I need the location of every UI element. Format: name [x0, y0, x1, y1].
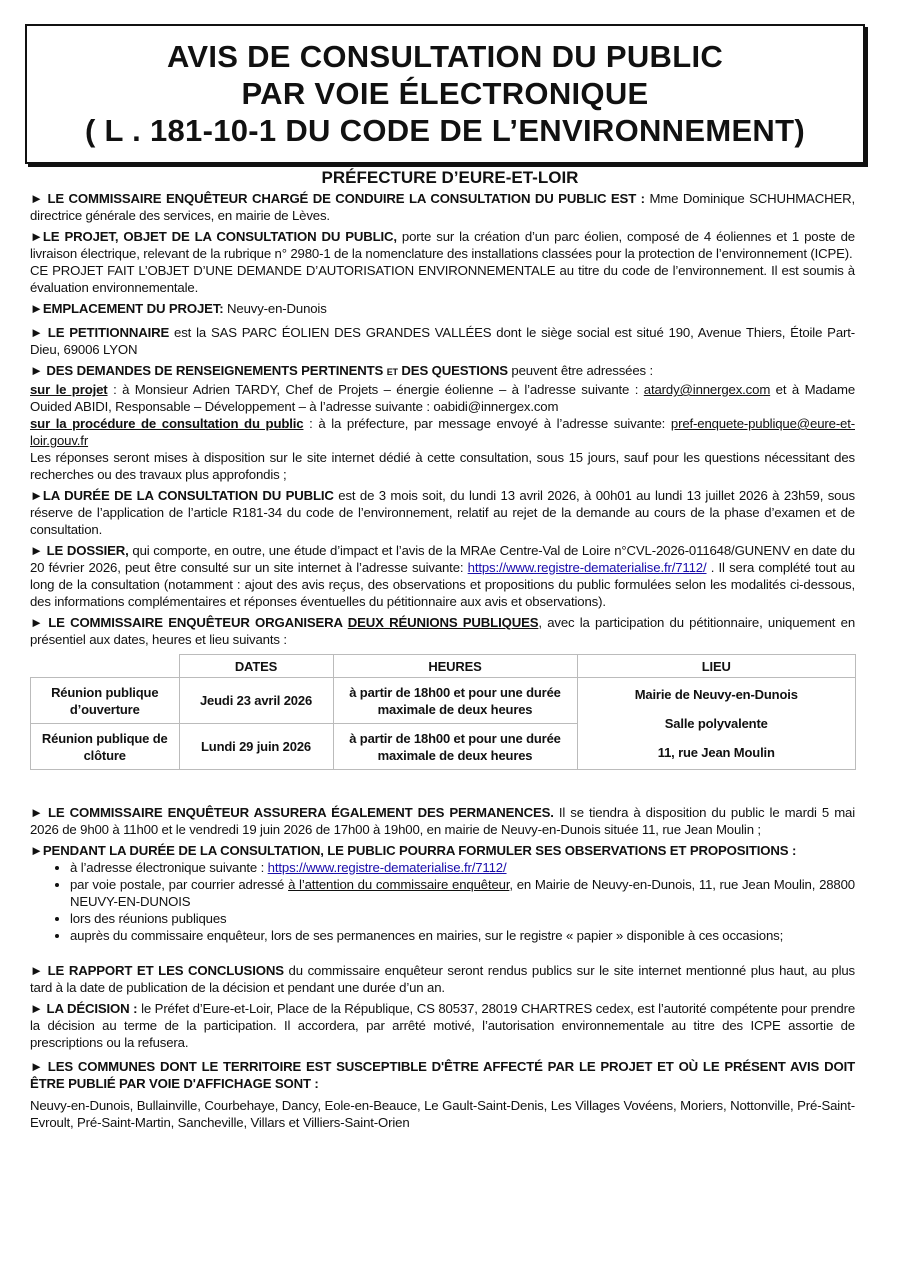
observations-list	[30, 859, 855, 944]
section-heading: ►EMPLACEMENT DU PROJET:	[30, 301, 224, 316]
section-petitionnaire	[30, 324, 855, 358]
section-heading: DES QUESTIONS	[401, 363, 508, 378]
section-text: Mme Dominique SCHUHMACHER, directrice générale des services, en mairie de Lèves.	[30, 191, 855, 223]
heading-conjunction: ET	[386, 367, 398, 377]
reunion-date: Lundi 29 juin 2026	[179, 724, 333, 770]
contact-procedure	[30, 415, 855, 449]
section-commissaire	[30, 190, 855, 224]
section-text: qui comporte, en outre, une étude d’impact et l’avis de la MRAe Centre-Val de Loire n°CVL-2026-011648/GUNENV en date du 20 février 2026, peut être consulté sur un site internet à l’adresse suivante:	[30, 543, 855, 575]
table-header-row	[31, 655, 856, 678]
contact-label: sur le projet	[30, 382, 108, 397]
section-duree	[30, 487, 855, 538]
list-item: • lors des réunions publiques	[70, 910, 855, 927]
lieu-line: Mairie de Neuvy-en-Dunois	[634, 687, 798, 702]
reunion-label: Réunion publique de clôture	[31, 724, 180, 770]
section-rapport	[30, 962, 855, 996]
section-text: est de 3 mois soit, du lundi 13 avril 2026, à 00h01 au lundi 13 juillet 2026 à 23h59, sous réserve de l’application de l’article R181-34 du code de l’environnement, relatif au rejet de la demande au cours de la phase d’examen et de consultation.	[30, 488, 855, 537]
title-box	[25, 24, 865, 164]
section-text: du commissaire enquêteur seront rendus publics sur le site internet mentionné plus haut, au plus tard à la date de publication de la décision et pendant une durée d’un an.	[30, 963, 855, 995]
table-header: DATES	[179, 655, 333, 678]
section-heading: ►PENDANT LA DURÉE DE LA CONSULTATION, LE PUBLIC POURRA FORMULER SES OBSERVATIONS ET PROPOSITIONS :	[30, 843, 797, 858]
section-observations	[30, 842, 855, 859]
section-heading: ► LE COMMISSAIRE ENQUÊTEUR CHARGÉ DE CONDUIRE LA CONSULTATION DU PUBLIC EST :	[30, 191, 645, 206]
section-heading: ► LES COMMUNES DONT LE TERRITOIRE EST SUSCEPTIBLE D'ÊTRE AFFECTÉ PAR LE PROJET ET OÙ LE PRÉSENT AVIS DOIT ÊTRE PUBLIÉ PAR VOIE D'AFFICHAGE SONT :	[30, 1059, 855, 1091]
contact-text: : à la préfecture, par message envoyé à l’adresse suivante:	[303, 416, 671, 431]
section-text: peuvent être adressées :	[507, 363, 653, 378]
section-autorisation: CE PROJET FAIT L’OBJET D’UNE DEMANDE D’AUTORISATION ENVIRONNEMENTALE au titre du code de l’environnement. Il est soumis à évaluation environnementale.	[30, 263, 855, 295]
title-line-2: PAR VOIE ÉLECTRONIQUE	[241, 76, 649, 111]
reunion-heure: à partir de 18h00 et pour une durée maximale de deux heures	[333, 678, 577, 724]
section-emplacement	[30, 300, 855, 317]
section-decision	[30, 1000, 855, 1051]
reunion-heure: à partir de 18h00 et pour une durée maximale de deux heures	[333, 724, 577, 770]
prefecture-heading: PRÉFECTURE D’EURE-ET-LOIR	[321, 168, 579, 187]
contact-text: : à Monsieur Adrien TARDY, Chef de Projets – énergie éolienne – à l’adresse suivante :	[107, 382, 644, 397]
list-item	[70, 876, 855, 910]
contact-label: sur la procédure de consultation du public	[30, 416, 304, 431]
reunions-table	[30, 654, 856, 770]
section-heading: ► LE COMMISSAIRE ENQUÊTEUR ORGANISERA	[30, 615, 348, 630]
title-line-3: ( L . 181-10-1 DU CODE DE L’ENVIRONNEMENT)	[85, 113, 805, 148]
section-text: , avec la participation du pétitionnaire, uniquement en présentiel aux dates, heures et lieu suivants :	[30, 615, 856, 647]
reponses-text: Les réponses seront mises à disposition sur le site internet dédié à cette consultation, sous 15 jours, sauf pour les questions nécessitant des recherches ou des travaux plus approfondis ;	[30, 450, 855, 482]
lieu-line: Salle polyvalente	[664, 716, 768, 731]
item-text: , en Mairie de Neuvy-en-Dunois, 11, rue Jean Moulin, 28800 NEUVY-EN-DUNOIS	[70, 877, 855, 909]
section-heading: ► LA DÉCISION :	[30, 1001, 138, 1016]
contact-projet	[30, 381, 855, 415]
table-header-empty	[31, 655, 180, 678]
section-heading: ► LE COMMISSAIRE ENQUÊTEUR ASSURERA ÉGALEMENT DES PERMANENCES.	[30, 805, 554, 820]
title-line-1: AVIS DE CONSULTATION DU PUBLIC	[166, 39, 724, 74]
registre-link[interactable]: https://www.registre-dematerialise.fr/7112/	[467, 560, 707, 575]
item-text-underlined: à l’attention du commissaire enquêteur	[288, 877, 510, 892]
registre-link[interactable]: https://www.registre-dematerialise.fr/7112/	[267, 860, 507, 875]
table-header: HEURES	[333, 655, 577, 678]
section-dossier	[30, 542, 855, 610]
item-text: à l’adresse électronique suivante :	[70, 860, 268, 875]
communes-list: Neuvy-en-Dunois, Bullainville, Courbehaye, Dancy, Eole-en-Beauce, Le Gault-Saint-Denis, Les Villages Vovéens, Moriers, Nottonville, Pré-Saint-Evroult, Pré-Saint-Martin, Sancheville, Villars et Villiers-Saint-Orien	[30, 1098, 855, 1130]
section-heading: ►LA DURÉE DE LA CONSULTATION DU PUBLIC	[30, 488, 334, 503]
section-projet	[30, 228, 855, 262]
list-item: • auprès du commissaire enquêteur, lors de ses permanences en mairies, sur le registre « papier » disponible à ces occasions;	[70, 927, 855, 944]
section-demandes	[30, 362, 855, 381]
section-permanences	[30, 804, 855, 838]
section-text: le Préfet d’Eure-et-Loir, Place de la République, CS 80537, 28019 CHARTRES cedex, est l’autorité compétente pour prendre la décision au terme de la participation. Il accordera, par arrêté motivé, l’autorisation environnementale au titre des ICPE assortie de prescriptions ou la refusera.	[30, 1001, 855, 1050]
reunion-label: Réunion publique d’ouverture	[31, 678, 180, 724]
section-text: . Il sera complété tout au long de la consultation (notamment : ajout des avis reçus, des observations et propositions du public formulées selon les modalités ci-dessous, des informations complémentaires et réponses éventuelles du pétitionnaire aux avis et observations).	[30, 560, 855, 609]
section-text: est la SAS PARC ÉOLIEN DES GRANDES VALLÉES dont le siège social est situé 190, Avenue Thiers, Étoile Part-Dieu, 69006 LYON	[30, 325, 855, 357]
contact-text: et à Madame Ouided ABIDI, Responsable – Développement – à l’adresse suivante : oabidi@innergex.com	[30, 382, 856, 414]
section-heading: ► LE RAPPORT ET LES CONCLUSIONS	[30, 963, 284, 978]
reunion-lieu	[577, 678, 856, 770]
table-header: LIEU	[577, 655, 856, 678]
email-link-prefecture[interactable]: pref-enquete-publique@eure-et-loir.gouv.fr	[30, 416, 855, 448]
list-item	[70, 859, 855, 876]
section-reunions	[30, 614, 855, 648]
section-heading: ►LE PROJET, OBJET DE LA CONSULTATION DU PUBLIC,	[30, 229, 397, 244]
email-link-tardy[interactable]: atardy@innergex.com	[643, 382, 771, 397]
table-row	[31, 678, 856, 724]
section-heading: ► LE DOSSIER,	[30, 543, 129, 558]
section-heading: ► DES DEMANDES DE RENSEIGNEMENTS PERTINENTS	[30, 363, 384, 378]
lieu-line: 11, rue Jean Moulin	[657, 745, 775, 760]
section-heading-underlined: DEUX RÉUNIONS PUBLIQUES	[347, 615, 539, 630]
reunion-date: Jeudi 23 avril 2026	[179, 678, 333, 724]
section-text: porte sur la création d’un parc éolien, composé de 4 éoliennes et 1 poste de livraison électrique, relevant de la rubrique n° 2980-1 de la nomenclature des installations classées pour la protection de l’environnement (ICPE).	[30, 229, 855, 261]
section-communes	[30, 1058, 855, 1092]
notice-body	[30, 190, 855, 1135]
section-text: Il se tiendra à disposition du public le mardi 5 mai 2026 de 9h00 à 11h00 et le vendredi 19 juin 2026 de 17h00 à 19h00, en mairie de Neuvy-en-Dunois située 11, rue Jean Moulin ;	[30, 805, 855, 837]
item-text: par voie postale, par courrier adressé	[70, 877, 289, 892]
section-heading: ► LE PETITIONNAIRE	[30, 325, 170, 340]
section-text: Neuvy-en-Dunois	[223, 301, 327, 316]
